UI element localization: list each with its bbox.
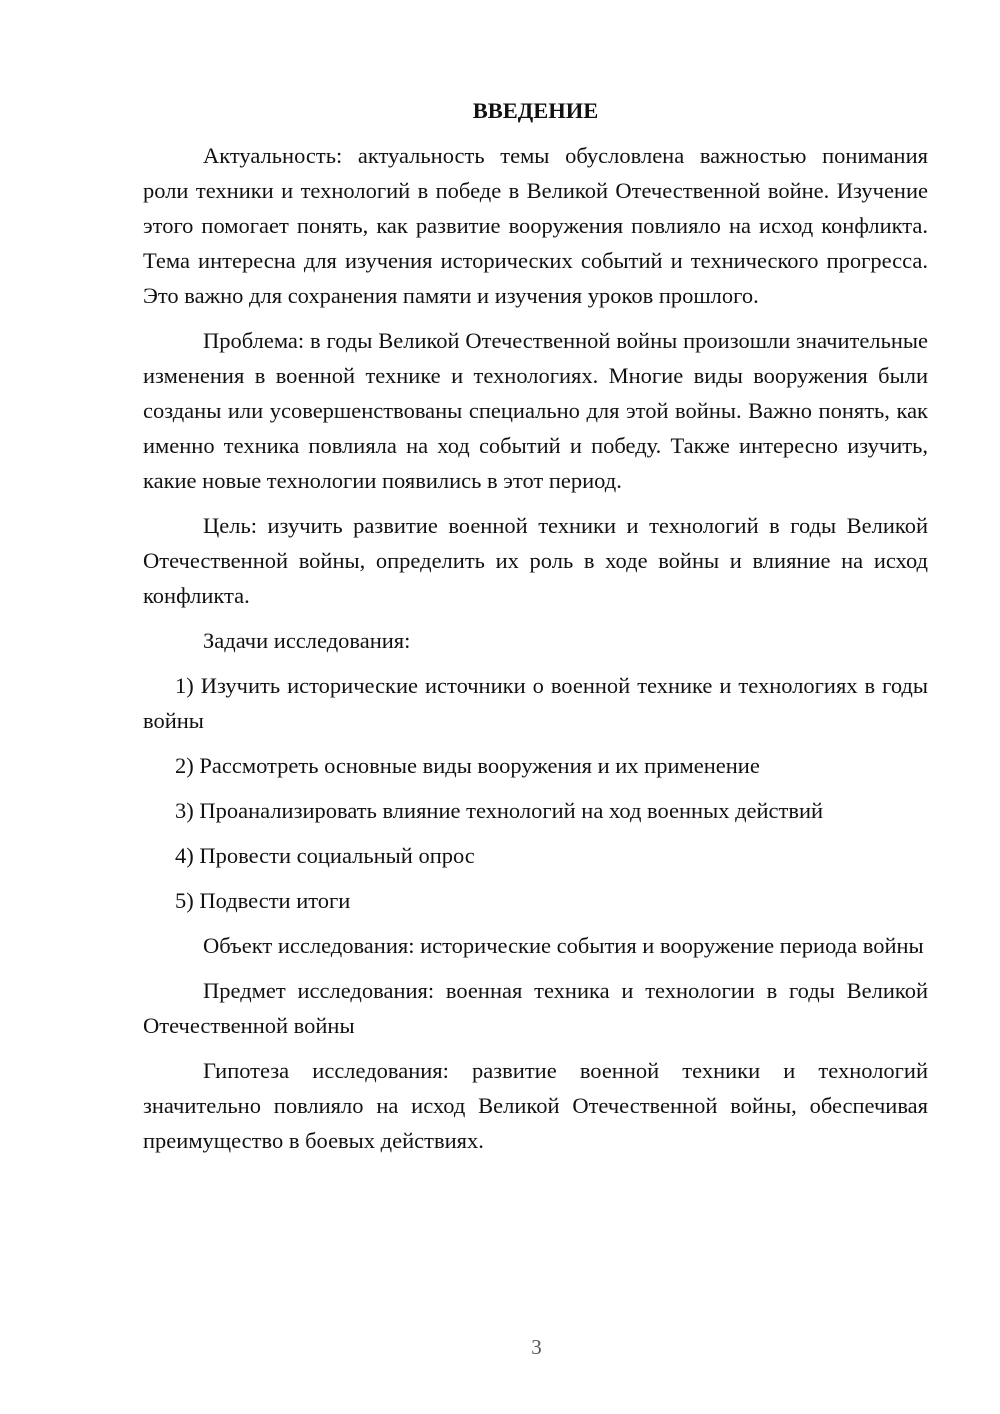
relevance-paragraph: Актуальность: актуальность темы обусловлена важностью понимания роли техники и технологий в победе в Великой Отечественной войне. Изучение этого помогает понять, как развитие вооружения повлияло на исход конфликта. Тема интересна для изучения исторических событий и технического прогресса. Это важно для сохранения памяти и изучения уроков прошлого. xyxy=(143,143,928,308)
task-item: 2) Рассмотреть основные виды вооружения и их применение xyxy=(175,753,760,778)
goal-paragraph: Цель: изучить развитие военной техники и технологий в годы Великой Отечественной войны, определить их роль в ходе войны и влияние на исход конфликта. xyxy=(143,513,928,608)
object-paragraph: Объект исследования: исторические события и вооружение периода войны xyxy=(203,933,924,958)
page-content xyxy=(143,93,928,1168)
task-item: 3) Проанализировать влияние технологий на ход военных действий xyxy=(175,798,824,823)
subject-paragraph: Предмет исследования: военная техника и технологии в годы Великой Отечественной войны xyxy=(143,978,928,1038)
problem-paragraph: Проблема: в годы Великой Отечественной войны произошли значительные изменения в военной технике и технологиях. Многие виды вооружения были созданы или усовершенствованы специально для этой войны. Важно понять, как именно техника повлияла на ход событий и победу. Также интересно изучить, какие новые технологии появились в этот период. xyxy=(143,328,928,493)
task-item: 4) Провести социальный опрос xyxy=(175,843,475,868)
tasks-heading: Задачи исследования: xyxy=(203,628,411,653)
task-item: 1) Изучить исторические источники о военной технике и технологиях в годы войны xyxy=(143,673,928,733)
task-item: 5) Подвести итоги xyxy=(175,888,351,913)
page-number: 3 xyxy=(531,1335,542,1359)
page-title: ВВЕДЕНИЕ xyxy=(472,98,599,123)
hypothesis-paragraph: Гипотеза исследования: развитие военной техники и технологий значительно повлияло на исход Великой Отечественной войны, обеспечивая преимущество в боевых действиях. xyxy=(143,1058,928,1153)
